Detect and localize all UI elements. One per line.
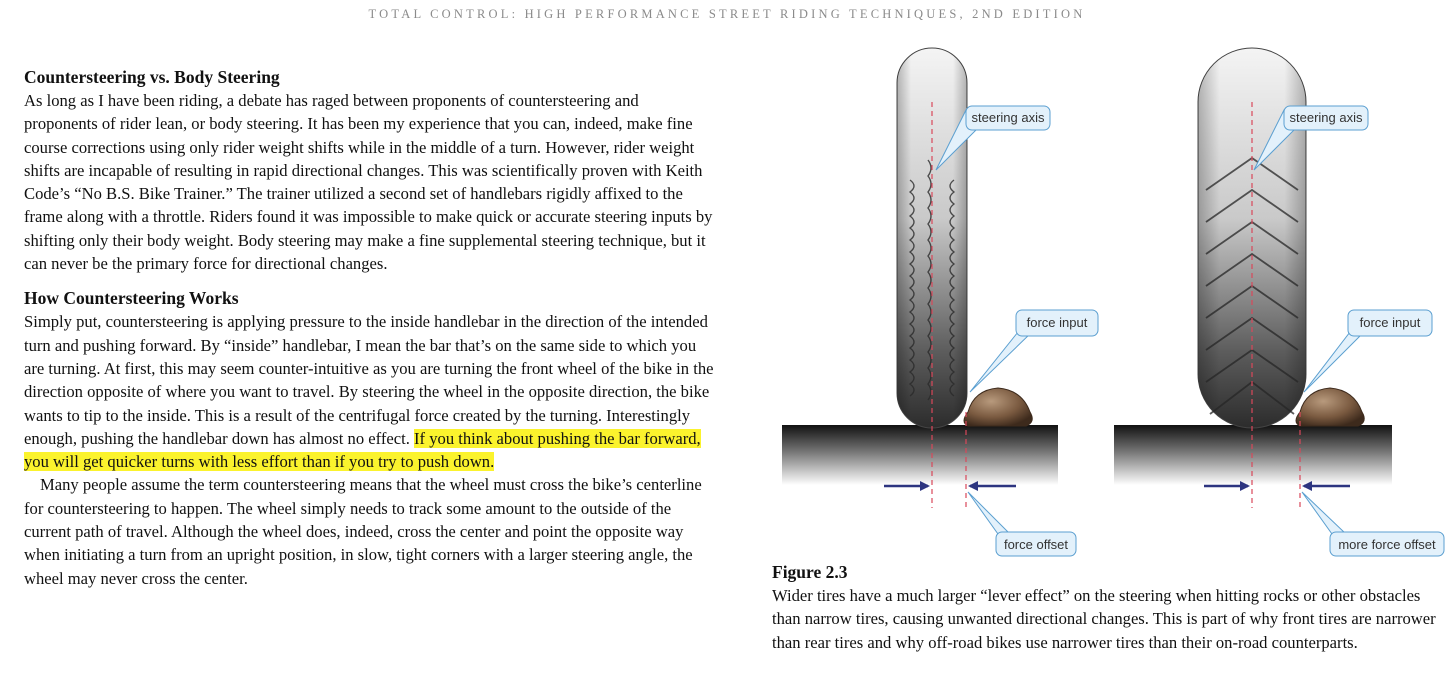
- callout-more-force-offset: [1302, 492, 1444, 556]
- ground-surface: [782, 425, 1058, 485]
- section-paragraph: As long as I have been riding, a debate has raged between proponents of countersteering and proponents of rider lean, or body steering. It has been my experience that you can, indeed, make fine course corrections using only rider weight shifts while in the middle of a turn. However, rider weight shifts are incapable of resulting in rapid directional changes. This was scientifically proven with Keith Code’s “No B.S. Bike Trainer.” The trainer utilized a second set of handlebars rigidly affixed to the frame along with a throttle. Riders found it was impossible to make quick or accurate steering inputs by shifting only their body weight. Body steering may make a fine supplemental steering technique, but it can never be the primary force for directional changes.: [24, 91, 713, 274]
- figure-caption: [772, 561, 1452, 654]
- figure-tire-illustration: [770, 40, 1454, 565]
- highlighted-text[interactable]: If you think about pushing the bar forward, you will get quicker turns with less effort than if you try to push down.: [24, 428, 701, 472]
- section-heading-how-countersteering-works: How Countersteering Works: [24, 288, 239, 309]
- label-force-offset: force offset: [1003, 537, 1069, 552]
- rock-icon: [964, 388, 1032, 426]
- section-heading-countersteering-vs-body-steering: Countersteering vs. Body Steering: [24, 67, 280, 87]
- tire-diagram: [770, 40, 1454, 565]
- running-head: TOTAL CONTROL: HIGH PERFORMANCE STREET RIDING TECHNIQUES, 2ND EDITION: [368, 7, 1086, 21]
- rock-icon: [1296, 388, 1364, 426]
- label-steering-axis: steering axis: [1289, 110, 1363, 125]
- ground-surface: [1114, 425, 1392, 485]
- label-steering-axis: steering axis: [971, 110, 1045, 125]
- body-text-column: [24, 66, 714, 590]
- callout-force-input: [1304, 310, 1432, 392]
- paragraph-text: Simply put, countersteering is applying pressure to the inside handlebar in the direction of the intended turn and pushing forward. By “inside” handlebar, I mean the bar that’s on the same side to which you are turning. At first, this may seem counter-intuitive as you are turning the front wheel of the bike in the direction opposite of where you want to travel. By steering the wheel in the opposite direction, the bike wants to tip to the inside. This is a result of the centrifugal force created by the turning. Interestingly enough, pushing the handlebar down has almost no effect.: [24, 312, 714, 448]
- figure-caption-title: Figure 2.3: [772, 562, 848, 582]
- figure-caption-text: Wider tires have a much larger “lever effect” on the steering when hitting rocks or other obstacles than narrow tires, causing unwanted directional changes. This is part of why front tires are narrower than rear tires and why off-road bikes use narrower tires than their on-road counterparts.: [772, 586, 1436, 652]
- wide-tire-group: [1114, 48, 1444, 556]
- label-force-input: force input: [1359, 315, 1421, 330]
- callout-force-offset: [968, 492, 1076, 556]
- section-paragraph: Many people assume the term countersteering means that the wheel must cross the bike’s centerline for countersteering to happen. The wheel simply needs to track some amount to the outside of the current path of travel. Although the wheel does, indeed, cross the center and point the opposite way when initiating a turn from an upright position, in slow, tight corners with a larger steering angle, the wheel may never cross the center.: [24, 475, 702, 588]
- narrow-tire-group: [782, 48, 1098, 556]
- section-paragraph-with-highlight: [24, 310, 714, 473]
- label-more-force-offset: more force offset: [1338, 537, 1436, 552]
- label-force-input: force input: [1026, 315, 1088, 330]
- callout-force-input: [970, 310, 1098, 392]
